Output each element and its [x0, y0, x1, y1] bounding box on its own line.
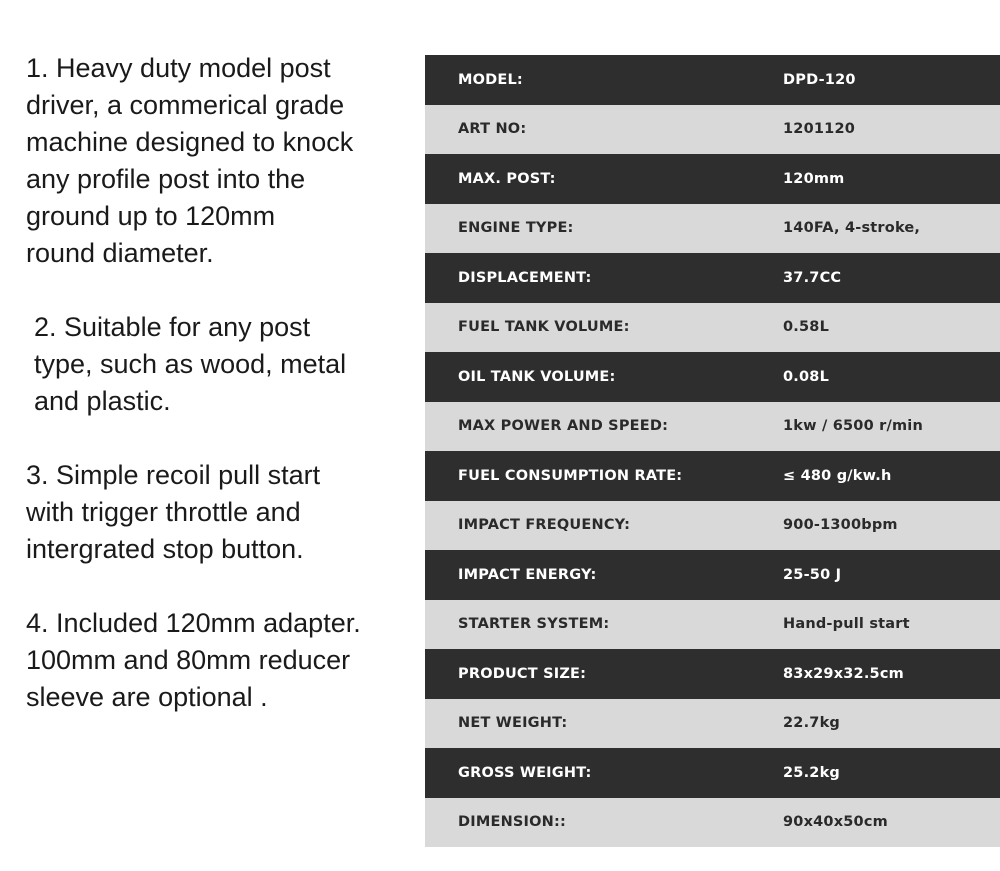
spec-row-max-power-speed	[425, 402, 1000, 452]
spec-row-impact-frequency	[425, 501, 1000, 551]
spec-table	[425, 55, 1000, 847]
spec-value: ≤ 480 g/kw.h	[783, 467, 892, 484]
spec-value: 140FA, 4-stroke,	[783, 220, 921, 237]
spec-row-oil-tank-volume	[425, 352, 1000, 402]
spec-value: 37.7CC	[783, 269, 842, 286]
spec-value: 90x40x50cm	[783, 814, 888, 831]
feature-item-1: 1. Heavy duty model post driver, a commerical grade machine designed to knock any profile post into the ground up to 120mm round diameter.	[26, 53, 354, 268]
spec-value: 25-50 J	[783, 566, 842, 583]
spec-value: 22.7kg	[783, 715, 840, 732]
spec-row-net-weight	[425, 699, 1000, 749]
spec-value: Hand-pull start	[783, 616, 910, 633]
spec-label: ENGINE TYPE:	[458, 220, 574, 237]
spec-label: OIL TANK VOLUME:	[458, 368, 616, 385]
spec-label: STARTER SYSTEM:	[458, 616, 610, 633]
spec-label: PRODUCT SIZE:	[458, 665, 587, 682]
spec-label: ART NO:	[458, 121, 527, 138]
spec-row-displacement	[425, 253, 1000, 303]
spec-row-gross-weight	[425, 748, 1000, 798]
spec-value: 1201120	[783, 121, 856, 138]
spec-value: 120mm	[783, 170, 845, 187]
spec-label: IMPACT FREQUENCY:	[458, 517, 631, 534]
spec-label: FUEL CONSUMPTION RATE:	[458, 467, 683, 484]
spec-row-fuel-tank-volume	[425, 303, 1000, 353]
spec-label: MODEL:	[458, 71, 523, 88]
feature-list	[26, 50, 426, 716]
spec-row-product-size	[425, 649, 1000, 699]
feature-item-3: 3. Simple recoil pull start with trigger throttle and intergrated stop button.	[26, 460, 321, 564]
spec-value: 25.2kg	[783, 764, 840, 781]
spec-row-art-no	[425, 105, 1000, 155]
spec-row-impact-energy	[425, 550, 1000, 600]
spec-row-engine-type	[425, 204, 1000, 254]
spec-row-starter-system	[425, 600, 1000, 650]
spec-value: 1kw / 6500 r/min	[783, 418, 923, 435]
spec-label: DIMENSION::	[458, 814, 566, 831]
spec-value: 83x29x32.5cm	[783, 665, 904, 682]
spec-row-fuel-consumption-rate	[425, 451, 1000, 501]
spec-label: DISPLACEMENT:	[458, 269, 592, 286]
spec-label: NET WEIGHT:	[458, 715, 568, 732]
spec-label: GROSS WEIGHT:	[458, 764, 592, 781]
spec-row-dimension	[425, 798, 1000, 848]
spec-row-model	[425, 55, 1000, 105]
feature-item-4: 4. Included 120mm adapter. 100mm and 80mm reducer sleeve are optional .	[26, 608, 361, 712]
spec-label: MAX POWER AND SPEED:	[458, 418, 669, 435]
spec-label: FUEL TANK VOLUME:	[458, 319, 630, 336]
spec-label: MAX. POST:	[458, 170, 556, 187]
spec-value: 0.08L	[783, 368, 830, 385]
spec-row-max-post	[425, 154, 1000, 204]
spec-value: 900-1300bpm	[783, 517, 898, 534]
spec-label: IMPACT ENERGY:	[458, 566, 597, 583]
feature-item-2: 2. Suitable for any post type, such as wood, metal and plastic.	[34, 312, 347, 416]
spec-value: DPD-120	[783, 71, 856, 88]
spec-value: 0.58L	[783, 319, 830, 336]
